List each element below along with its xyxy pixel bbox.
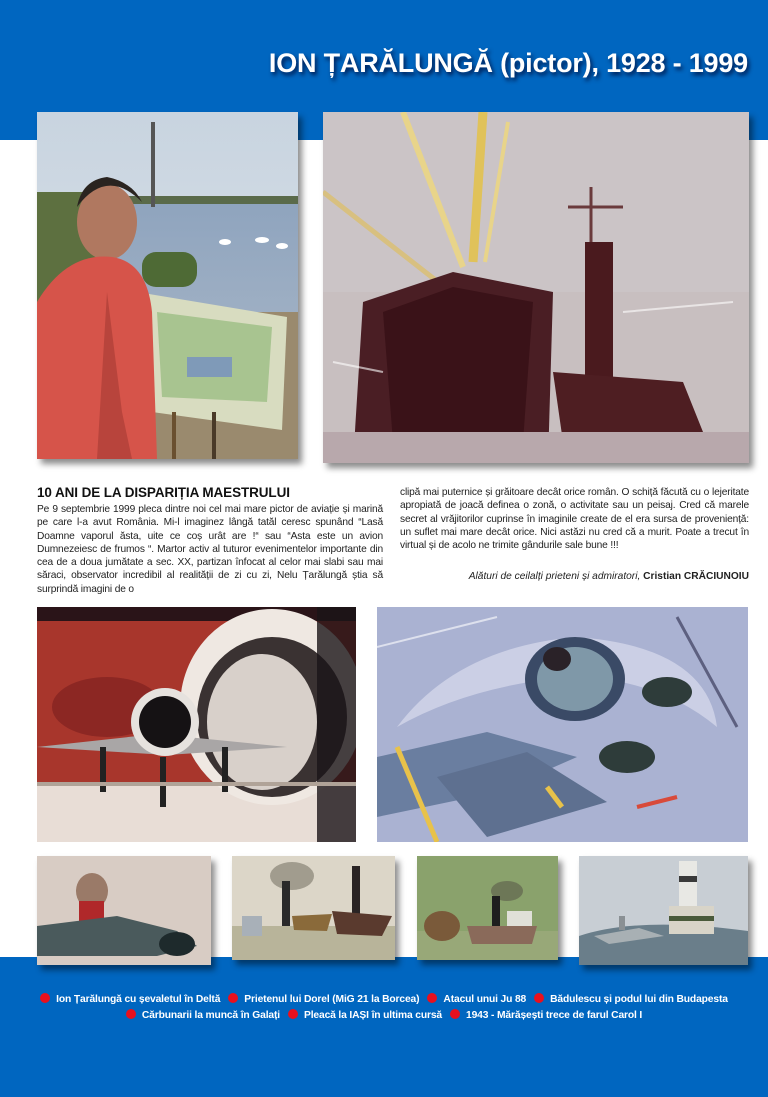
bullet-dot-icon (534, 993, 544, 1003)
painting-ships (323, 112, 749, 463)
caption-line-2 (0, 1008, 768, 1024)
bullet-dot-icon (40, 993, 50, 1003)
article-text-left: Pe 9 septembrie 1999 pleca dintre noi cel mai mare pictor de aviație și marină pe care l-a avut România. Mi-l imaginez lângă tatăl ceresc spunând “Lasă Doamne vaporul ăsta, uite ce coș urât are !“ sau “Asta este un avion Dumnezeiesc de frumos “. Martor activ al tuturor evenimentelor importante din cea de a doua jumătate a sec. XX, partizan înfocat al celor mai slabi sau mai săraci, observator incredibil al realității de zi cu zi, Nelu Țarălungă știa să surprindă imagini de o (37, 504, 383, 595)
caption-item: Pleacă la IAȘI în ultima cursă (288, 1008, 442, 1024)
caption-item: Prietenul lui Dorel (MiG 21 la Borcea) (228, 992, 419, 1008)
image-captions (0, 992, 768, 1024)
caption-item: Bădulescu și podul lui din Budapesta (534, 992, 728, 1008)
thumb-tugboats (232, 856, 395, 960)
bullet-dot-icon (450, 1009, 460, 1019)
article-text-right: clipă mai puternice și grăitoare decât orice român. O schiță făcută cu o lejeritate apropiată de joacă definea o zonă, o activitate sau un peisaj. Cred că marele secret al vrăjitorilor cuprinse în imaginile create de el era sursa de proveniență: un suflet mai mare decât orice. Nici astăzi nu cred că a murit. Poate a trecut în virtual și de acolo ne trimite gândurile sale bune !!! (400, 487, 749, 552)
thumb-pilot (37, 856, 211, 965)
caption-line-1 (0, 992, 768, 1008)
article-right-column (400, 485, 749, 582)
article-signature (400, 571, 749, 582)
bullet-dot-icon (126, 1009, 136, 1019)
thumb-lighthouse (579, 856, 748, 965)
caption-item: Ion Țarălungă cu șevaletul în Deltă (40, 992, 220, 1008)
caption-item: Cărbunarii la muncă în Galați (126, 1008, 280, 1024)
painting-ju88 (377, 607, 748, 842)
caption-item: Atacul unui Ju 88 (427, 992, 526, 1008)
bullet-dot-icon (427, 993, 437, 1003)
article-left-column (37, 485, 383, 596)
photo-artist-delta (37, 112, 298, 459)
article-heading: 10 ANI DE LA DISPARIȚIA MAESTRULUI (37, 485, 290, 500)
page-title: ION ȚARĂLUNGĂ (pictor), 1928 - 1999 (268, 48, 748, 78)
signature-prefix: Alături de ceilalți prieteni și admiratori, (468, 571, 641, 583)
signature-author: Cristian CRĂCIUNOIU (643, 571, 749, 583)
bullet-dot-icon (228, 993, 238, 1003)
bullet-dot-icon (288, 1009, 298, 1019)
caption-item: 1943 - Mărășești trece de farul Carol I (450, 1008, 642, 1024)
painting-mig21-pilot (37, 607, 356, 842)
thumb-green-steamer (417, 856, 558, 960)
